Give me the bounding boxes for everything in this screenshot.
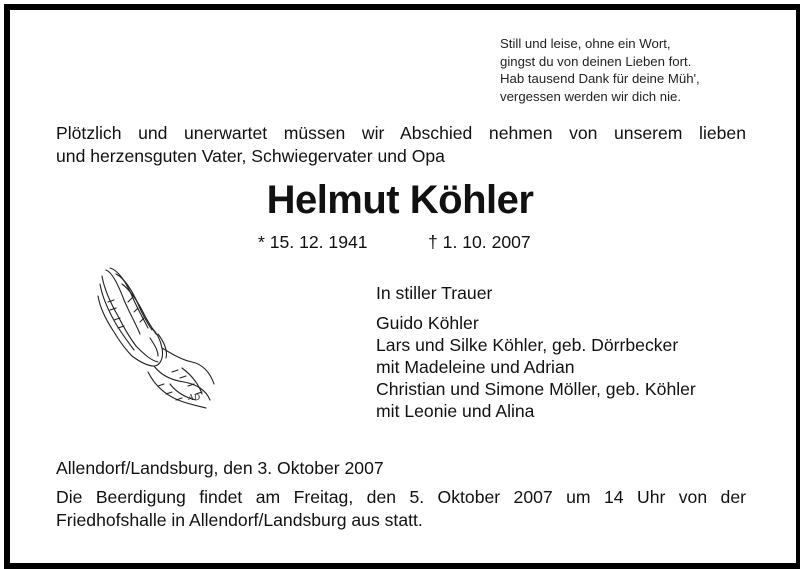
poem-line: gingst du von deinen Lieben fort.: [500, 53, 692, 69]
mourner-line: mit Madeleine und Adrian: [376, 357, 575, 377]
mourner-line: Guido Köhler: [376, 313, 479, 333]
poem: [500, 35, 700, 105]
mourner-line: Christian und Simone Möller, geb. Köhler: [376, 379, 696, 399]
mourners: [376, 282, 696, 422]
funeral-line: Die Beerdigung findet am Freitag, den 5. Oktober 2007 um 14 Uhr von der: [56, 487, 746, 507]
intro-line: und herzensguten Vater, Schwiegervater und Opa: [56, 146, 445, 166]
place-date: Allendorf/Landsburg, den 3. Oktober 2007: [56, 458, 384, 478]
praying-hands-icon: [88, 262, 218, 412]
intro-line: Plötzlich und unerwartet müssen wir Abschied nehmen von unserem lieben: [56, 123, 746, 143]
intro-text: [56, 122, 746, 168]
birth-date: * 15. 12. 1941: [258, 232, 368, 252]
monogram: AD: [188, 393, 201, 402]
mourners-heading: In stiller Trauer: [376, 283, 493, 303]
poem-line: Still und leise, ohne ein Wort,: [500, 36, 671, 51]
mourner-line: Lars und Silke Köhler, geb. Dörrbecker: [376, 335, 679, 355]
deceased-name: Helmut Köhler: [266, 178, 534, 222]
death-date: † 1. 10. 2007: [428, 232, 531, 252]
mourner-line: mit Leonie und Alina: [376, 401, 535, 421]
poem-line: Hab tausend Dank für deine Müh',: [500, 71, 700, 86]
poem-line: vergessen werden wir dich nie.: [500, 88, 682, 104]
funeral-info: [56, 486, 746, 532]
funeral-line: Friedhofshalle in Allendorf/Landsburg aus statt.: [56, 510, 423, 530]
